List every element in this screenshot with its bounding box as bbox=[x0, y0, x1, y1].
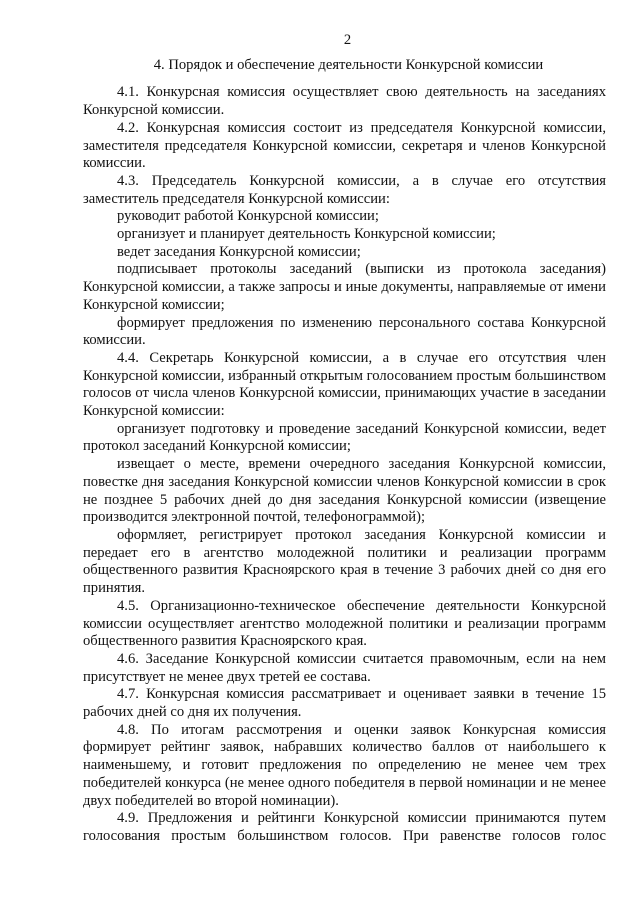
paragraph-4-1: 4.1. Конкурсная комиссия осуществляет свою деятельность на заседаниях Конкурсной комиссии. bbox=[83, 84, 606, 119]
chair-duty-3: ведет заседания Конкурсной комиссии; bbox=[117, 243, 361, 260]
paragraph-4-5: 4.5. Организационно-техническое обеспечение деятельности Конкурсной комиссии осуществляет агентство молодежной политики и реализации программ общественного развития Красноярского края. bbox=[83, 597, 606, 650]
section-heading: 4. Порядок и обеспечение деятельности Конкурсной комиссии bbox=[153, 56, 544, 73]
secretary-duty-3: оформляет, регистрирует протокол заседания Конкурсной комиссии и передает его в агентство молодежной политики и реализации программ общественного развития Красноярского края в течение 3 рабочих дней со дня его принятия. bbox=[83, 526, 606, 597]
paragraph-4-3: 4.3. Председатель Конкурсной комиссии, а в случае его отсутствия заместитель председателя Конкурсной комиссии: bbox=[83, 172, 606, 207]
paragraph-4-2: 4.2. Конкурсная комиссия состоит из председателя Конкурсной комиссии, заместителя председателя Конкурсной комиссии, секретаря и членов Конкурсной комиссии. bbox=[83, 119, 606, 172]
chair-duty-4: подписывает протоколы заседаний (выписки из протокола заседания) Конкурсной комиссии, а также запросы и иные документы, направляемые от имени Конкурсной комиссии; bbox=[83, 261, 606, 313]
section-body bbox=[83, 84, 606, 845]
secretary-duty-1: организует подготовку и проведение заседаний Конкурсной комиссии, ведет протокол заседаний Конкурсной комиссии; bbox=[83, 420, 606, 455]
paragraph-4-4: 4.4. Секретарь Конкурсной комиссии, а в случае его отсутствия член Конкурсной комиссии, избранный открытым голосованием простым большинством голосов от числа членов Конкурсной комиссии, принимающих участие в заседании Конкурсной комиссии: bbox=[83, 349, 606, 420]
paragraph-4-8: 4.8. По итогам рассмотрения и оценки заявок Конкурсная комиссия формирует рейтинг заявок, набравших количество баллов от наибольшего к наименьшему, и готовит предложения по определению не менее чем трех победителей конкурса (не менее одного победителя в первой номинации и не менее двух победителей во второй номинации). bbox=[83, 721, 606, 809]
chair-duty-2: организует и планирует деятельность Конкурсной комиссии; bbox=[117, 226, 496, 243]
page-number: 2 bbox=[343, 32, 352, 48]
paragraph-4-9: 4.9. Предложения и рейтинги Конкурсной комиссии принимаются путем голосования простым большинством голосов. При равенстве голосов голос bbox=[83, 810, 606, 844]
paragraph-4-7: 4.7. Конкурсная комиссия рассматривает и оценивает заявки в течение 15 рабочих дней со дня их получения. bbox=[83, 686, 606, 721]
paragraph-4-6: 4.6. Заседание Конкурсной комиссии считается правомочным, если на нем присутствует не менее двух третей ее состава. bbox=[83, 650, 606, 685]
chair-duty-5: формирует предложения по изменению персонального состава Конкурсной комиссии. bbox=[83, 314, 606, 349]
chair-duty-1: руководит работой Конкурсной комиссии; bbox=[117, 208, 379, 225]
secretary-duty-2: извещает о месте, времени очередного заседания Конкурсной комиссии, повестке дня заседания Конкурсной комиссии членов Конкурсной комиссии в срок не позднее 5 рабочих дней до дня заседания Конкурсной комиссии (извещение производится электронной почтой, телефонограммой); bbox=[83, 456, 606, 526]
